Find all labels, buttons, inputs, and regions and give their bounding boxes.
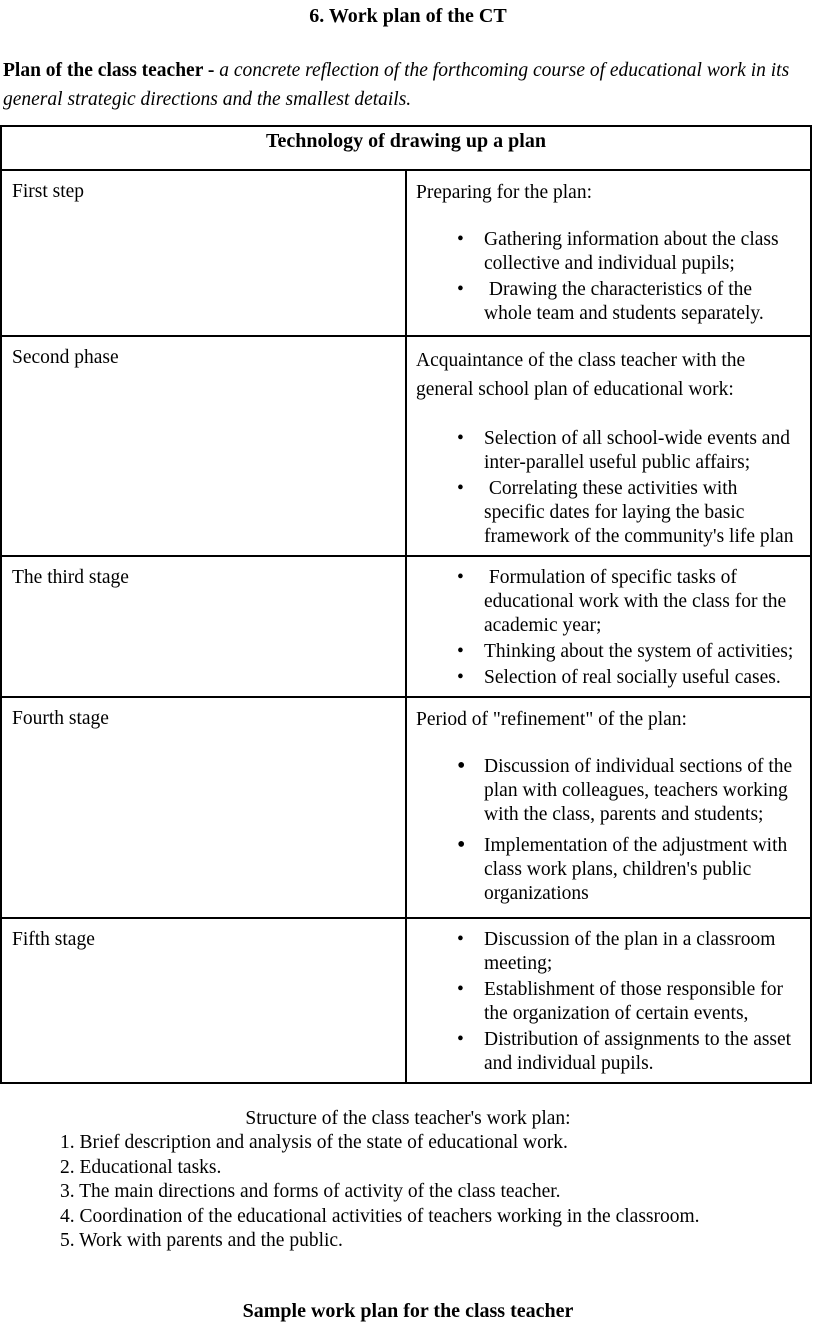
bullet-item (455, 477, 802, 549)
content-cell (406, 918, 811, 1083)
bullet-text: Distribution of assignments to the asset and individual pupils. (484, 1029, 796, 1074)
table-row (1, 336, 811, 556)
structure-item: 1. Brief description and analysis of the state of educational work. (60, 1132, 568, 1153)
bullet-text: Implementation of the adjustment with class work plans, children's public organizations (484, 835, 793, 904)
bullet-item (455, 928, 802, 976)
row-intro: Acquaintance of the class teacher with the general school plan of educational work: (416, 350, 746, 400)
bullet-text: Discussion of the plan in a classroom meeting; (484, 929, 781, 974)
structure-item: 2. Educational tasks. (60, 1156, 222, 1178)
bullet-text: Selection of real socially useful cases. (484, 667, 781, 688)
intro-italic-text: a concrete reflection of the forthcoming course of educational work in its general strategic directions and the smallest details. (3, 60, 790, 110)
bullet-text: Thinking about the system of activities; (484, 641, 794, 662)
bullet-list (455, 228, 802, 326)
intro-lead-text: Plan of the class teacher - (3, 60, 220, 81)
stage-cell (1, 697, 406, 918)
page-title: 6. Work plan of the CT (309, 5, 507, 27)
stage-label: The third stage (12, 567, 129, 588)
bullet-item (455, 666, 802, 690)
content-cell (406, 697, 811, 918)
bullet-item (455, 228, 802, 276)
structure-list (60, 1131, 720, 1254)
row-intro: Period of "refinement" of the plan: (416, 709, 687, 730)
content-cell (406, 336, 811, 556)
intro-paragraph (3, 56, 812, 114)
table-row (1, 918, 811, 1083)
stage-cell (1, 556, 406, 697)
content-cell (406, 170, 811, 336)
stage-cell (1, 170, 406, 336)
bullet-item (455, 640, 802, 664)
bullet-text: Discussion of individual sections of the plan with colleagues, teachers working with the class, parents and students; (484, 756, 798, 825)
bullet-text: Correlating these activities with specific dates for laying the basic framework of the community's life plan (484, 478, 794, 547)
stage-label: Second phase (12, 347, 119, 368)
structure-item: 5. Work with parents and the public. (60, 1230, 343, 1251)
technology-table (0, 125, 812, 1084)
structure-item: 4. Coordination of the educational activities of teachers working in the classroom. (60, 1205, 700, 1227)
structure-heading: Structure of the class teacher's work plan: (245, 1108, 571, 1129)
table-row (1, 170, 811, 336)
bullet-text: Selection of all school-wide events and inter-parallel useful public affairs; (484, 428, 795, 473)
bullet-list (455, 928, 802, 1076)
bullet-item (455, 834, 802, 906)
bullet-item (455, 1028, 802, 1076)
structure-item: 3. The main directions and forms of activity of the class teacher. (60, 1181, 561, 1202)
content-cell (406, 556, 811, 697)
table-header-row (1, 126, 811, 170)
bullet-list (455, 427, 802, 549)
table-body (1, 170, 811, 1083)
table-head (1, 126, 811, 170)
footer-title: Sample work plan for the class teacher (242, 1299, 574, 1322)
bullet-item (455, 755, 802, 827)
table-title: Technology of drawing up a plan (1, 126, 811, 170)
bullet-text: Drawing the characteristics of the whole team and students separately. (484, 279, 764, 324)
stage-label: First step (12, 181, 85, 202)
bullet-item (455, 566, 802, 638)
stage-label: Fifth stage (12, 929, 95, 950)
table-row (1, 697, 811, 918)
stage-label: Fourth stage (12, 708, 109, 729)
bullet-item (455, 278, 802, 326)
bullet-list (455, 755, 802, 906)
row-intro: Preparing for the plan: (416, 182, 592, 203)
bullet-text: Establishment of those responsible for the organization of certain events, (484, 979, 788, 1024)
bullet-item (455, 427, 802, 475)
structure-section (0, 1106, 816, 1254)
bullet-item (455, 978, 802, 1026)
table-row (1, 556, 811, 697)
stage-cell (1, 336, 406, 556)
bullet-list (455, 566, 802, 690)
bullet-text: Formulation of specific tasks of educational work with the class for the academic year; (484, 567, 792, 636)
stage-cell (1, 918, 406, 1083)
bullet-text: Gathering information about the class collective and individual pupils; (484, 229, 784, 274)
